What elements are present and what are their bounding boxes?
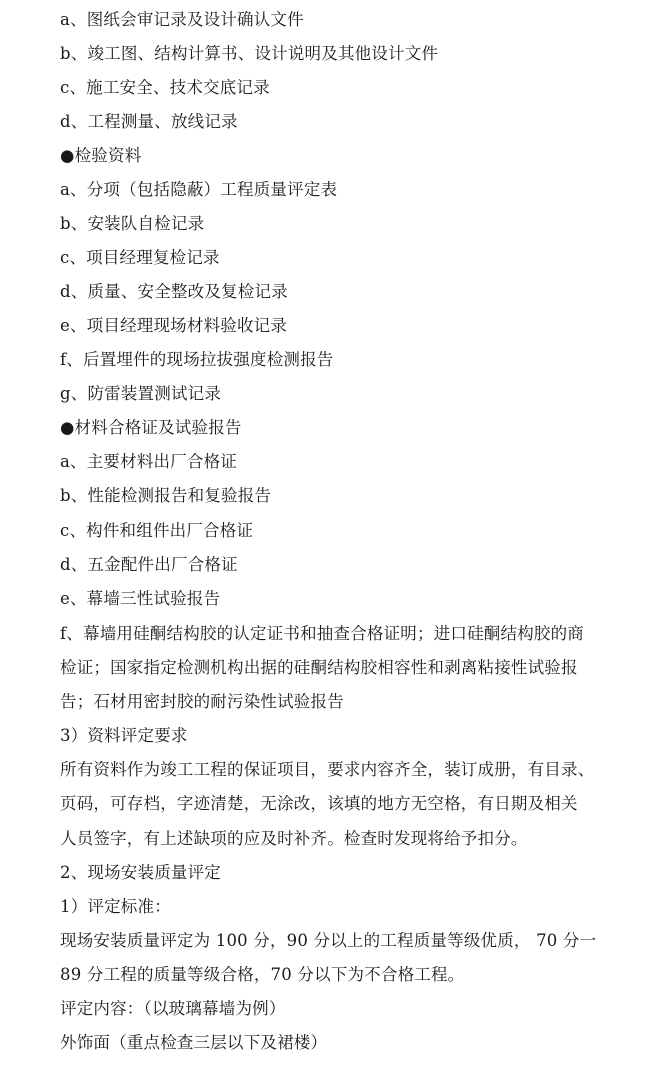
text-line: 现场安装质量评定为 100 分，90 分以上的工程质量等级优质， 70 分一	[60, 931, 597, 950]
text-line: a、图纸会审记录及设计确认文件	[60, 10, 304, 29]
text-line: 所有资料作为竣工工程的保证项目，要求内容齐全，装订成册，有目录、	[60, 760, 595, 779]
text-line: d、质量、安全整改及复检记录	[60, 282, 288, 301]
text-line: b、竣工图、结构计算书、设计说明及其他设计文件	[60, 44, 439, 63]
text-line: a、主要材料出厂合格证	[60, 452, 238, 471]
section-heading: 2、现场安装质量评定	[60, 863, 221, 882]
text-line: f、幕墙用硅酮结构胶的认定证书和抽查合格证明；进口硅酮结构胶的商	[60, 624, 585, 643]
text-line: e、项目经理现场材料验收记录	[60, 316, 288, 335]
text-line: 页码，可存档，字迹清楚，无涂改，该填的地方无空格，有日期及相关	[60, 794, 578, 813]
text-line: 89 分工程的质量等级合格，70 分以下为不合格工程。	[60, 965, 465, 984]
text-line: a、分项（包括隐蔽）工程质量评定表	[60, 180, 338, 199]
text-line: 人员签字，有上述缺项的应及时补齐。检查时发现将给予扣分。	[60, 829, 528, 848]
text-line: f、后置埋件的现场拉拔强度检测报告	[60, 350, 334, 369]
text-line: c、项目经理复检记录	[60, 248, 220, 267]
section-heading: ●材料合格证及试验报告	[60, 418, 242, 437]
section-heading: ●检验资料	[60, 146, 142, 165]
text-line: g、防雷装置测试记录	[60, 384, 222, 403]
text-line: d、五金配件出厂合格证	[60, 555, 238, 574]
text-line: 外饰面（重点检查三层以下及裙楼）	[60, 1033, 328, 1052]
text-line: d、工程测量、放线记录	[60, 112, 238, 131]
subsection-heading: 3）资料评定要求	[60, 726, 188, 745]
text-line: e、幕墙三性试验报告	[60, 589, 221, 608]
subsection-heading: 1）评定标准：	[60, 897, 171, 916]
text-line: 告；石材用密封胶的耐污染性试验报告	[60, 692, 344, 711]
text-line: 检证；国家指定检测机构出据的硅酮结构胶相容性和剥离粘接性试验报	[60, 658, 578, 677]
text-line: c、施工安全、技术交底记录	[60, 78, 270, 97]
text-line: b、安装队自检记录	[60, 214, 205, 233]
text-line: c、构件和组件出厂合格证	[60, 521, 254, 540]
text-line: b、性能检测报告和复验报告	[60, 486, 272, 505]
text-line: 评定内容：（以玻璃幕墙为例）	[60, 999, 286, 1018]
